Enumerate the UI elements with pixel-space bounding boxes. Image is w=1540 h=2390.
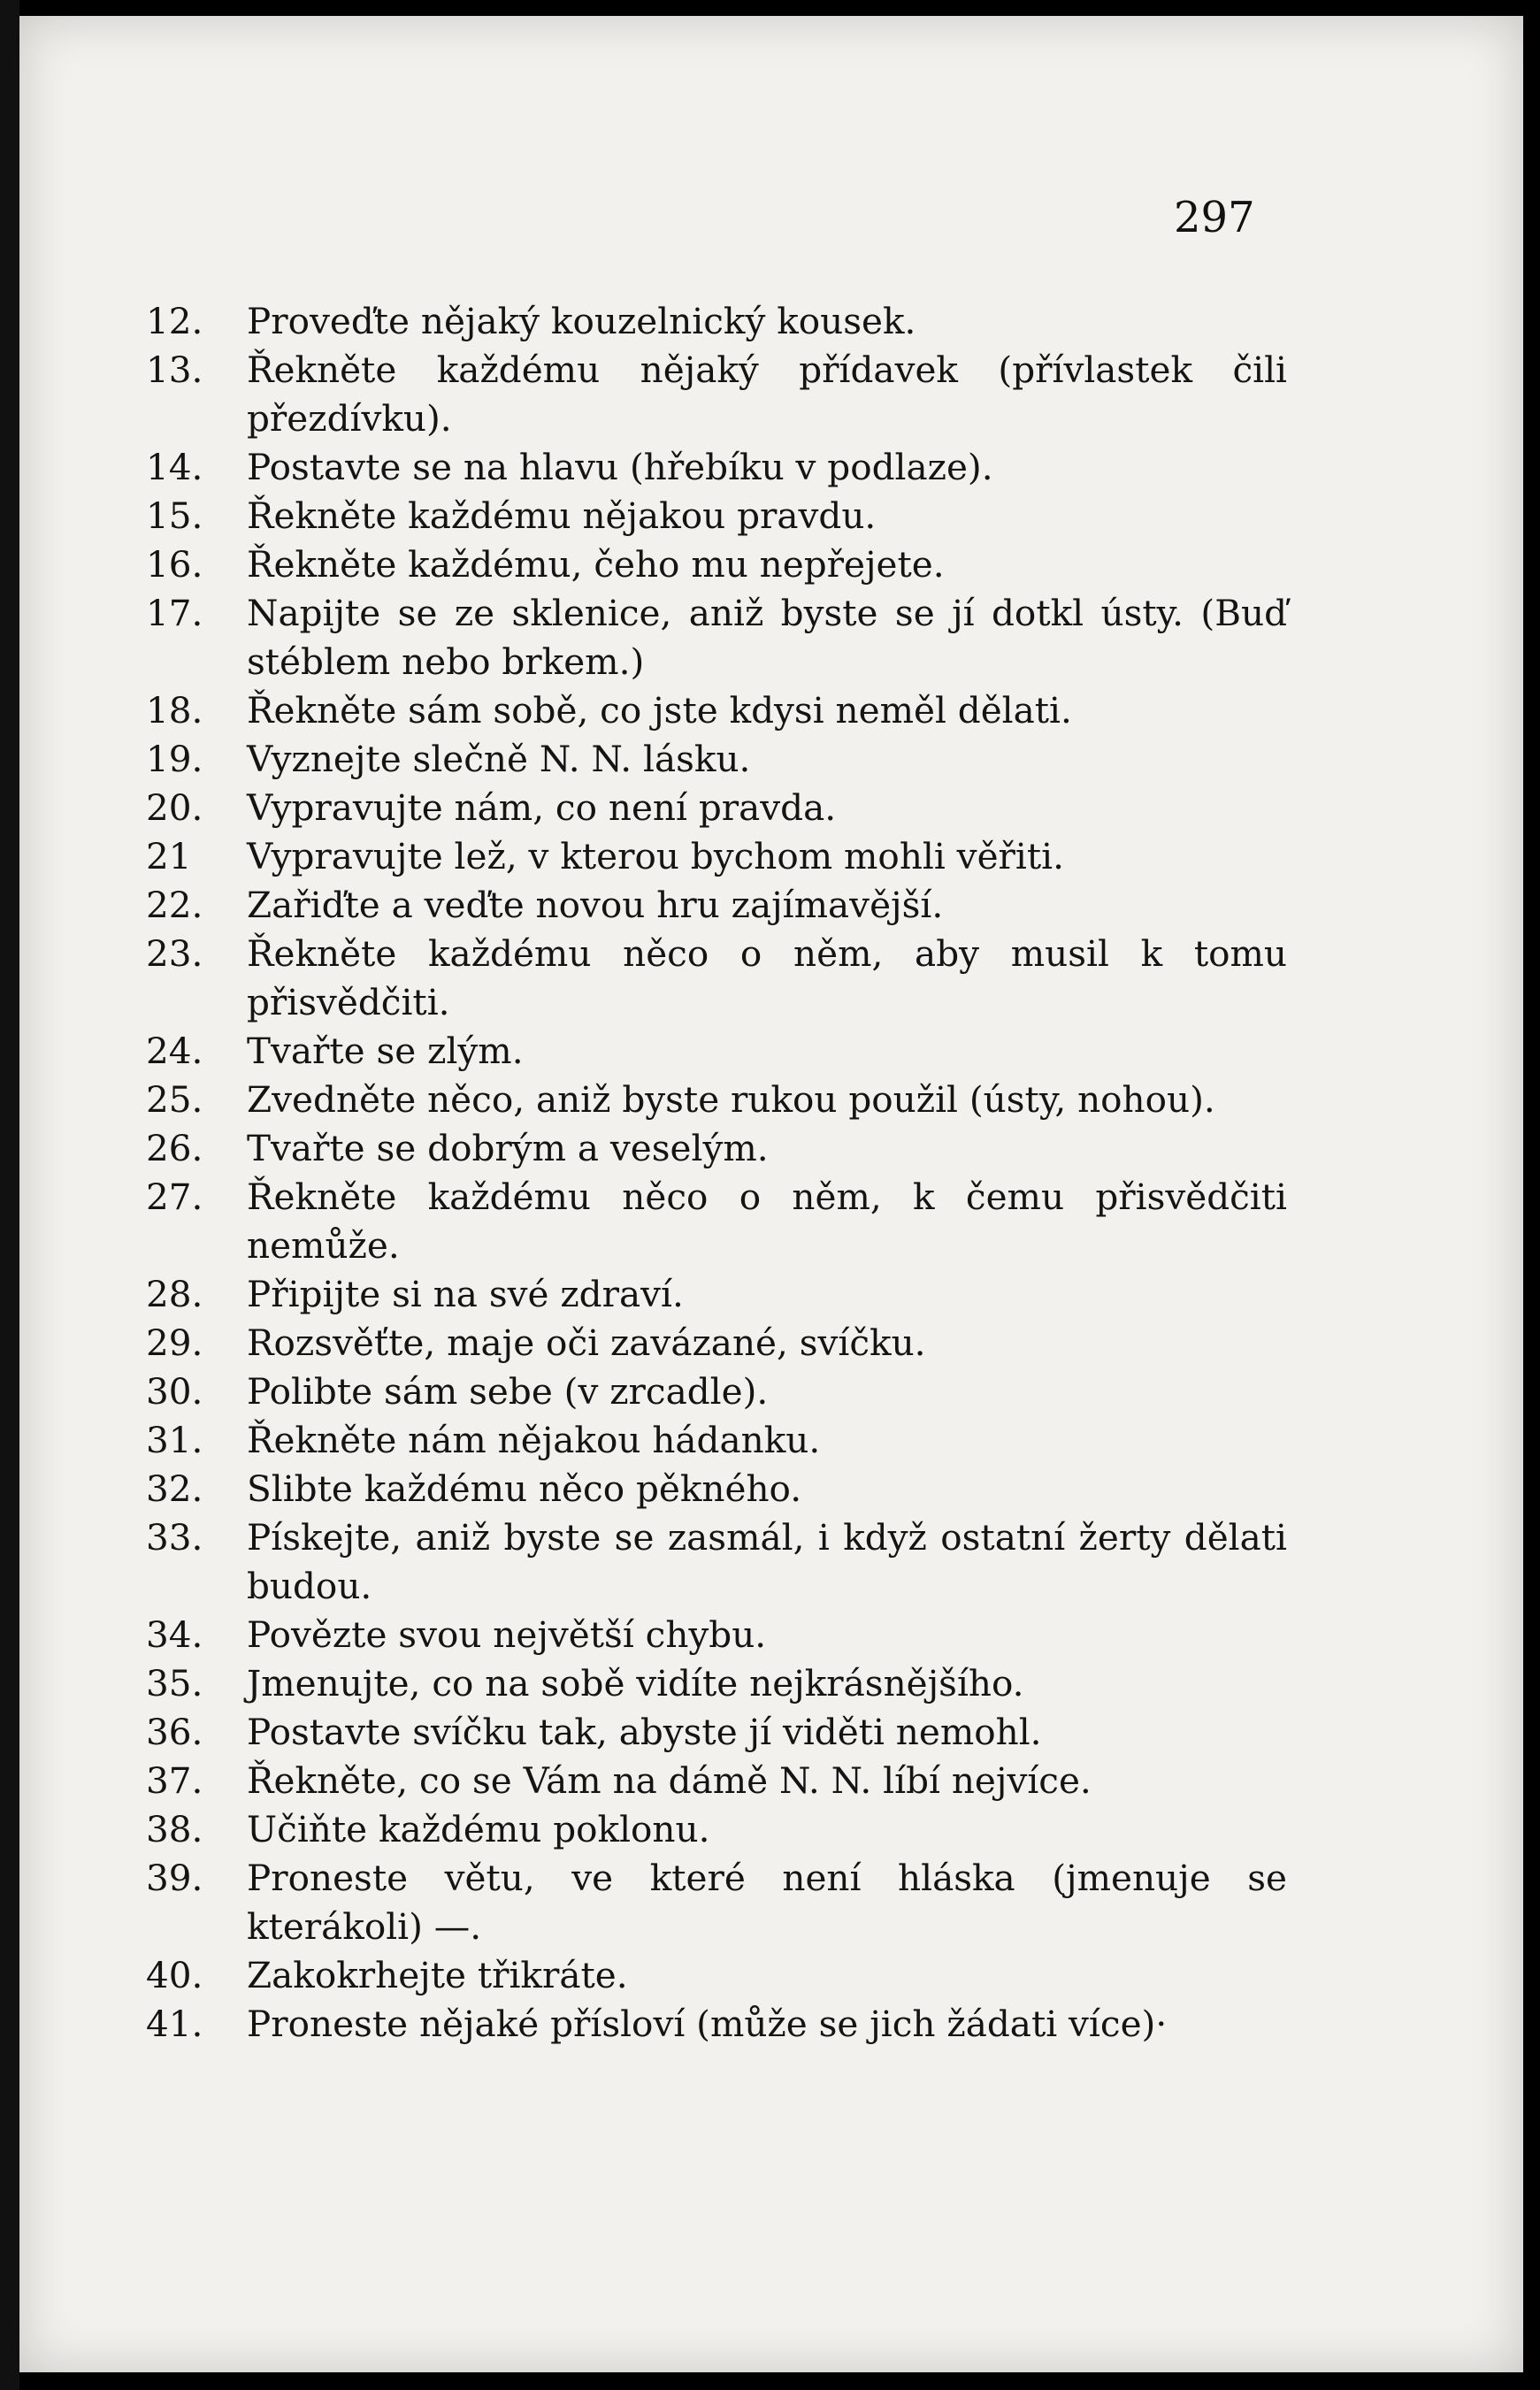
item-number: 26. [146, 1127, 203, 1169]
list-item [146, 1951, 1287, 2000]
item-number: 28. [146, 1273, 203, 1315]
list-item [146, 1076, 1287, 1124]
item-number: 35. [146, 1662, 203, 1704]
item-text: Postavte svíčku tak, abyste jí viděti nemohl. [247, 1711, 1042, 1753]
item-text: Zařiďte a veďte novou hru zajímavější. [247, 884, 944, 926]
list-item [146, 1319, 1287, 1367]
list-item [146, 1757, 1287, 1805]
item-number: 30. [146, 1370, 203, 1413]
item-text: Polibte sám sebe (v zrcadle). [247, 1370, 769, 1413]
item-text: Vyznejte slečně N. N. lásku. [247, 738, 751, 780]
list-item [146, 2000, 1287, 2049]
item-text: Připijte si na své zdraví. [247, 1273, 684, 1315]
item-text: Pískejte, aniž byste se zasmál, i když ostatní žerty dělati budou. [247, 1516, 1287, 1607]
list-item [146, 1465, 1287, 1513]
item-number: 15. [146, 494, 203, 537]
item-text: Povězte svou největší chybu. [247, 1613, 767, 1656]
item-text: Řekněte každému nějakou pravdu. [247, 494, 877, 537]
item-number: 32. [146, 1467, 203, 1510]
item-text: Zvedněte něco, aniž byste rukou použil (ústy, nohou). [247, 1078, 1215, 1121]
item-text: Učiňte každému poklonu. [247, 1808, 710, 1850]
item-number: 17. [146, 592, 203, 634]
list-item [146, 1367, 1287, 1416]
item-number: 24. [146, 1030, 203, 1072]
list-item [146, 589, 1287, 686]
list-item [146, 1611, 1287, 1659]
list-item [146, 1659, 1287, 1708]
item-number: 12. [146, 300, 203, 342]
list-item [146, 346, 1287, 443]
item-number: 39. [146, 1857, 203, 1899]
item-text: Postavte se na hlavu (hřebíku v podlaze). [247, 446, 993, 488]
list-item [146, 443, 1287, 492]
item-number: 40. [146, 1954, 203, 1996]
item-text: Řekněte, co se Vám na dámě N. N. líbí nejvíce. [247, 1759, 1092, 1802]
item-number: 31. [146, 1419, 203, 1461]
item-number: 34. [146, 1613, 203, 1656]
item-number: 16. [146, 543, 203, 586]
list-item [146, 492, 1287, 540]
item-number: 37. [146, 1759, 203, 1802]
item-text: Řekněte každému, čeho mu nepřejete. [247, 543, 945, 586]
item-text: Vypravujte nám, co není pravda. [247, 786, 837, 829]
list-item [146, 1027, 1287, 1076]
item-text: Řekněte sám sobě, co jste kdysi neměl dělati. [247, 689, 1072, 732]
item-number: 27. [146, 1176, 203, 1218]
item-number: 23. [146, 932, 203, 975]
list-item [146, 1513, 1287, 1611]
list-item [146, 1416, 1287, 1465]
list-item [146, 881, 1287, 930]
list-item [146, 1124, 1287, 1173]
forfeit-task-list [146, 297, 1287, 2049]
item-text: Proneste nějaké přísloví (může se jich žádati více)· [247, 2003, 1168, 2045]
item-number: 38. [146, 1808, 203, 1850]
item-number: 13. [146, 349, 203, 391]
item-number: 36. [146, 1711, 203, 1753]
list-item [146, 540, 1287, 589]
item-text: Jmenujte, co na sobě vidíte nejkrásnějšího. [247, 1662, 1024, 1704]
list-item [146, 784, 1287, 832]
list-item [146, 686, 1287, 735]
list-item [146, 1270, 1287, 1319]
item-number: 29. [146, 1321, 203, 1364]
list-item [146, 832, 1287, 881]
list-item [146, 1708, 1287, 1757]
item-number: 33. [146, 1516, 203, 1559]
item-text: Rozsvěťte, maje oči zavázané, svíčku. [247, 1321, 926, 1364]
item-number: 19. [146, 738, 203, 780]
item-number: 14. [146, 446, 203, 488]
list-item [146, 297, 1287, 346]
book-binding-edge [0, 0, 19, 2390]
item-text: Řekněte nám nějakou hádanku. [247, 1419, 821, 1461]
item-text: Slibte každému něco pěkného. [247, 1467, 802, 1510]
list-item [146, 1805, 1287, 1854]
item-number: 22. [146, 884, 203, 926]
item-number: 20. [146, 786, 203, 829]
item-text: Řekněte každému něco o něm, k čemu přisvědčiti nemůže. [247, 1176, 1287, 1267]
list-item [146, 1173, 1287, 1270]
page-number: 297 [1174, 193, 1255, 242]
list-item [146, 735, 1287, 784]
item-number: 21 [146, 835, 192, 877]
item-text: Zakokrhejte třikráte. [247, 1954, 628, 1996]
item-text: Proveďte nějaký kouzelnický kousek. [247, 300, 916, 342]
item-text: Řekněte každému nějaký přídavek (přívlastek čili přezdívku). [247, 349, 1287, 440]
item-number: 18. [146, 689, 203, 732]
item-text: Tvařte se dobrým a veselým. [247, 1127, 769, 1169]
item-number: 25. [146, 1078, 203, 1121]
item-text: Napijte se ze sklenice, aniž byste se jí dotkl ústy. (Buď stéblem nebo brkem.) [247, 592, 1287, 683]
item-text: Proneste větu, ve které není hláska (jmenuje se kterákoli) —. [247, 1857, 1287, 1948]
item-text: Řekněte každému něco o něm, aby musil k tomu přisvědčiti. [247, 932, 1287, 1023]
list-item [146, 1854, 1287, 1951]
item-text: Tvařte se zlým. [247, 1030, 524, 1072]
item-number: 41. [146, 2003, 203, 2045]
item-text: Vypravujte lež, v kterou bychom mohli věřiti. [247, 835, 1064, 877]
list-item [146, 930, 1287, 1027]
